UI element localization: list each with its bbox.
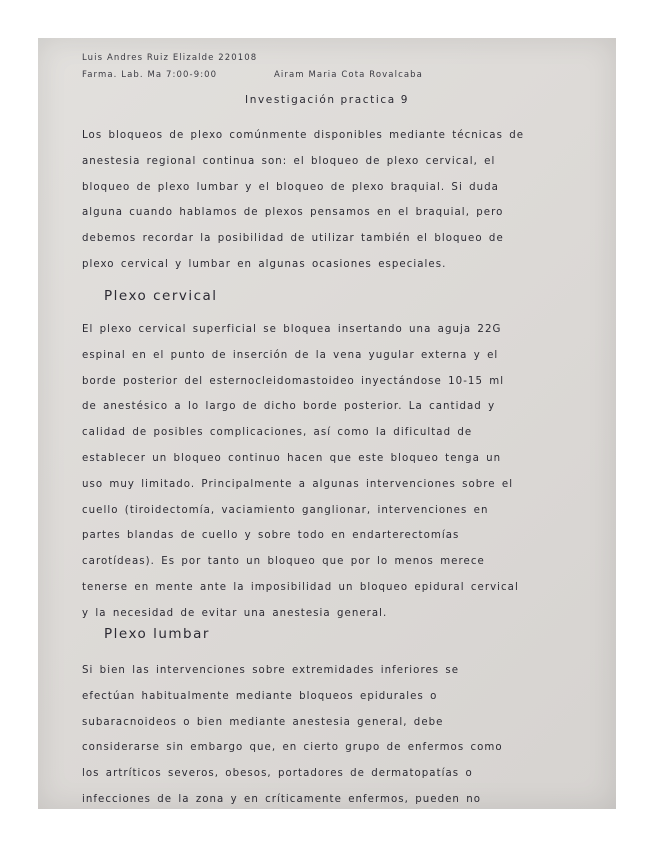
text-line: uso muy limitado. Principalmente a algunas intervenciones sobre el [82,478,514,490]
text-line: anestesia regional continua son: el bloqueo de plexo cervical, el [82,155,496,167]
text-line: alguna cuando hablamos de plexos pensamos en el braquial, pero [82,207,504,219]
text-line: bloqueo de plexo lumbar y el bloqueo de plexo braquial. Si duda [82,181,499,193]
text-line: considerarse sin embargo que, en cierto grupo de enfermos como [82,742,503,754]
text-line: efectúan habitualmente mediante bloqueos epidurales o [82,690,438,702]
text-line: infecciones de la zona y en críticamente enfermos, pueden no [82,793,481,805]
course-line: Farma. Lab. Ma 7:00-9:00 [82,70,218,80]
document-photo [38,38,616,809]
text-line: El plexo cervical superficial se bloquea insertando una aguja 22G [82,324,502,335]
text-line: Si bien las intervenciones sobre extremidades inferiores se [82,665,460,676]
text-line: borde posterior del esternocleidomastoideo inyectándose 10-15 ml [82,375,505,387]
text-line: debemos recordar la posibilidad de utilizar también el bloqueo de [82,233,504,245]
text-line: de anestésico a lo largo de dicho borde posterior. La cantidad y [82,401,496,413]
text-line: carotídeas). Es por tanto un bloqueo que por lo menos merece [82,556,485,568]
handwritten-page [38,38,616,809]
author-line: Luis Andres Ruiz Elizalde 220108 [82,53,258,63]
intro-paragraph [82,123,580,278]
text-line: tenerse en mente ante la imposibilidad un bloqueo epidural cervical [82,581,519,593]
text-line: establecer un bloqueo continuo hacen que este bloqueo tenga un [82,452,502,464]
text-line: plexo cervical y lumbar en algunas ocasiones especiales. [82,258,447,270]
text-line: espinal en el punto de inserción de la vena yugular externa y el [82,349,499,361]
section-heading-cervical: Plexo cervical [104,288,218,304]
page-title: Investigación practica 9 [245,94,409,106]
text-line: partes blandas de cuello y sobre todo en endarterectomías [82,530,460,542]
text-line: Los bloqueos de plexo comúnmente disponibles mediante técnicas de [82,130,525,141]
section-heading-lumbar: Plexo lumbar [104,626,210,642]
cervical-paragraph [82,317,580,627]
text-line: y la necesidad de evitar una anestesia general. [82,607,388,619]
partner-name: Airam Maria Cota Rovalcaba [274,70,423,80]
text-line: los artríticos severos, obesos, portadores de dermatopatías o [82,768,473,780]
lumbar-paragraph [82,658,580,809]
text-line: subaracnoideos o bien mediante anestesia general, debe [82,716,444,728]
text-line: cuello (tiroidectomía, vaciamiento ganglionar, intervenciones en [82,504,489,516]
text-line: calidad de posibles complicaciones, así como la dificultad de [82,427,473,439]
